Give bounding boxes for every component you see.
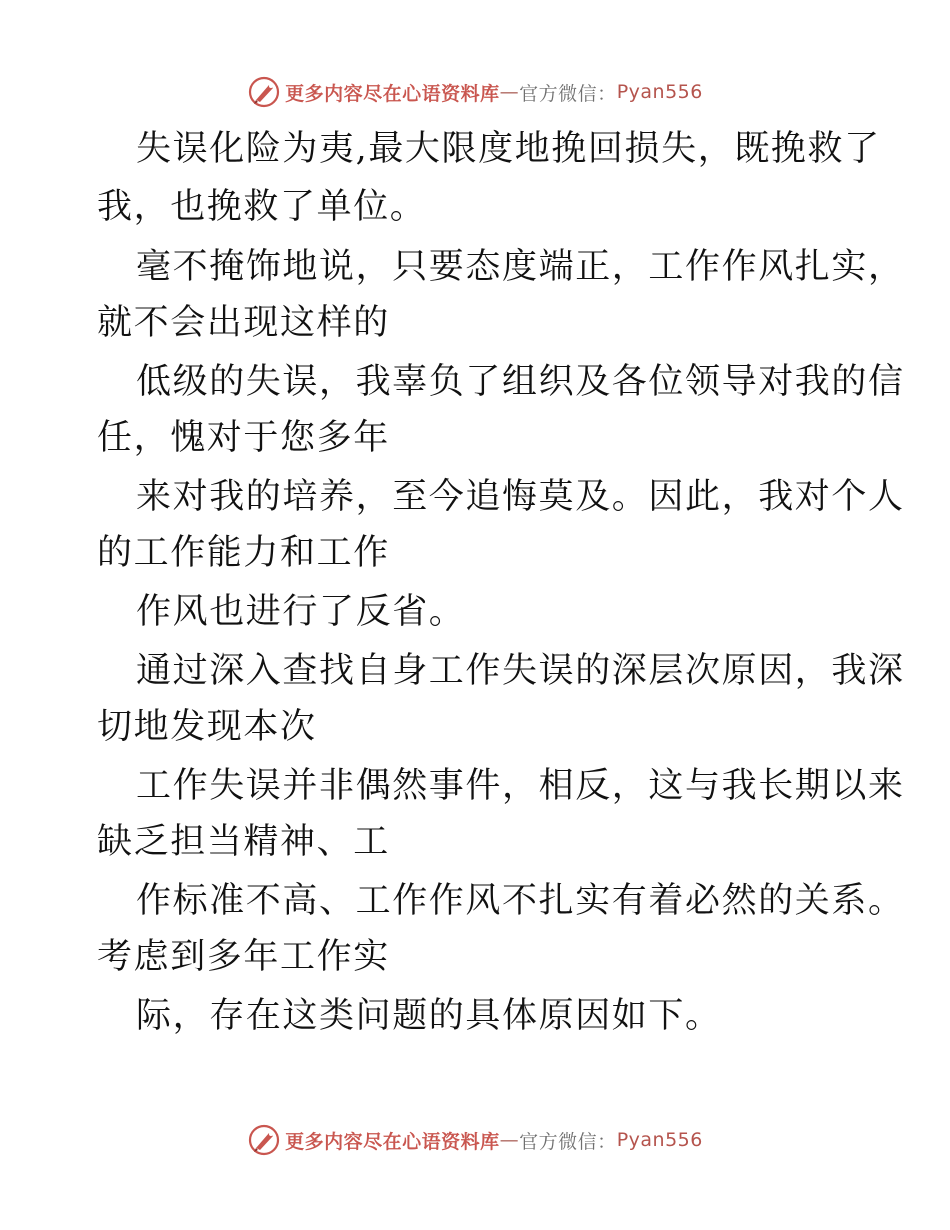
paragraph-line: 作标准不高、工作作风不扎实有着必然的关系。: [136, 881, 905, 921]
paragraph-line: 就不会出现这样的: [97, 303, 390, 343]
paragraph-line: 低级的失误，我辜负了组织及各位领导对我的信: [136, 362, 905, 402]
paragraph-line: 切地发现本次: [97, 707, 317, 747]
banner-dash: —: [499, 1129, 520, 1151]
paragraph-line: 缺乏担当精神、工: [97, 822, 390, 862]
paragraph-line: 毫不掩饰地说，只要态度端正，工作作风扎实，: [136, 247, 905, 287]
pen-logo-icon: [247, 1123, 281, 1157]
paragraph-line: 作风也进行了反省。: [136, 592, 466, 632]
pen-logo-icon: [247, 75, 281, 109]
paragraph-line: 通过深入查找自身工作失误的深层次原因，我深: [136, 651, 905, 691]
banner-wechat-id: Pyan556: [616, 1129, 703, 1151]
paragraph-line: 考虑到多年工作实: [97, 937, 390, 977]
paragraph-line: 失误化险为夷,最大限度地挽回损失，既挽救了: [136, 129, 881, 169]
banner-wechat-label: 官方微信：: [519, 1130, 617, 1153]
header-banner: [0, 72, 950, 112]
paragraph-line: 际，存在这类问题的具体原因如下。: [136, 996, 722, 1036]
paragraph-line: 工作失误并非偶然事件，相反，这与我长期以来: [136, 766, 905, 806]
banner-wechat-label: 官方微信：: [519, 82, 617, 105]
banner-site-name: 更多内容尽在心语资料库: [285, 1130, 500, 1153]
paragraph-line: 任，愧对于您多年: [97, 418, 390, 458]
paragraph-line: 的工作能力和工作: [97, 533, 390, 573]
banner-dash: —: [499, 81, 520, 103]
paragraph-line: 我，也挽救了单位。: [97, 187, 427, 227]
banner-wechat-id: Pyan556: [616, 81, 703, 103]
banner-site-name: 更多内容尽在心语资料库: [285, 82, 500, 105]
paragraph-line: 来对我的培养，至今追悔莫及。因此，我对个人: [136, 477, 905, 517]
footer-banner: [0, 1120, 950, 1160]
